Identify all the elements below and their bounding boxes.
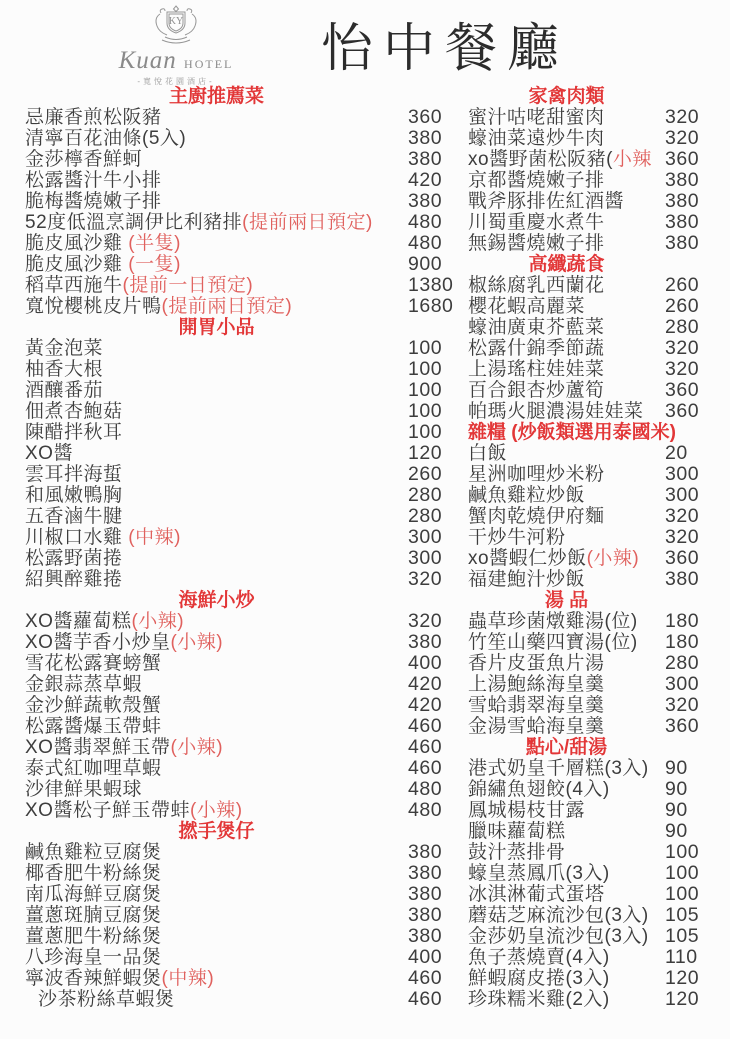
item-name: 蟲草珍菌燉雞湯(位) (468, 611, 638, 632)
menu-item-row (468, 485, 726, 506)
item-price: 380 (665, 211, 700, 233)
item-name: 脆梅醬燒嫩子排 (25, 191, 162, 212)
hotel-brand-script: Kuan (118, 47, 177, 74)
item-price: 90 (665, 820, 688, 842)
item-name: 雲耳拌海蜇 (25, 464, 123, 485)
item-name: 干炒牛河粉 (468, 527, 566, 548)
item-price: 300 (408, 526, 443, 548)
menu-item-row (25, 170, 468, 191)
item-note: (小辣) (586, 548, 640, 569)
item-price: 380 (665, 232, 700, 254)
menu-item-row (25, 737, 468, 758)
item-price: 380 (408, 862, 443, 884)
item-name: 松露什錦季節蔬 (468, 338, 605, 359)
menu-item-row (468, 527, 726, 548)
item-name: xo醬野菌松阪豬(小辣 (468, 149, 652, 170)
item-price: 360 (665, 715, 700, 737)
item-price: 360 (665, 379, 700, 401)
item-name: 寬悅櫻桃皮片鴨(提前兩日預定) (25, 296, 293, 317)
item-note: (小辣) (170, 632, 224, 653)
item-price: 380 (408, 148, 443, 170)
item-price: 280 (665, 652, 700, 674)
item-price: 100 (408, 337, 443, 359)
menu-item-row (468, 191, 726, 212)
item-price: 320 (665, 127, 700, 149)
menu-item-row (468, 506, 726, 527)
item-name: 清寧百花油條(5入) (25, 128, 187, 149)
section-header: 開胃小品 (178, 317, 255, 338)
item-name: 金沙鮮蔬軟殼蟹 (25, 695, 162, 716)
item-name: 稻草西施牛(提前一日預定) (25, 275, 254, 296)
item-price: 300 (665, 673, 700, 695)
section-header: 點心/甜湯 (525, 737, 608, 758)
item-price: 300 (408, 547, 443, 569)
item-note: (小辣) (131, 611, 185, 632)
item-price: 100 (408, 400, 443, 422)
menu-item-row (468, 317, 726, 338)
item-price: 320 (665, 106, 700, 128)
menu-item-row (468, 779, 726, 800)
page-title: 怡中餐廳 (320, 20, 569, 78)
item-name: 魚子蒸燒賣(4入) (468, 947, 610, 968)
item-price: 260 (408, 463, 443, 485)
item-price: 100 (665, 883, 700, 905)
item-note: (小辣) (189, 800, 243, 821)
item-name: 松露野菌捲 (25, 548, 123, 569)
item-note: (中辣) (161, 968, 215, 989)
item-name: 蘑菇芝麻流沙包(3入) (468, 905, 649, 926)
menu-column-left (25, 86, 468, 1010)
menu (25, 86, 726, 1010)
item-price: 480 (408, 211, 443, 233)
menu-item-row (468, 884, 726, 905)
menu-item-row (25, 905, 468, 926)
menu-item-row (25, 968, 468, 989)
item-price: 260 (665, 295, 700, 317)
menu-item-row (468, 821, 726, 842)
item-name: 竹笙山藥四寶湯(位) (468, 632, 638, 653)
item-note: (提前兩日預定) (242, 212, 373, 233)
menu-item-row (25, 653, 468, 674)
menu-item-row (25, 611, 468, 632)
section-header: 主廚推薦菜 (168, 86, 264, 107)
item-price: 460 (408, 757, 443, 779)
menu-item-row (468, 569, 726, 590)
menu-item-row (25, 527, 468, 548)
item-name: 雪蛤翡翠海皇羹 (468, 695, 605, 716)
item-name: 蠔油廣東芥藍菜 (468, 317, 605, 338)
item-name: XO醬 (25, 443, 73, 464)
menu-item-row (25, 989, 468, 1010)
item-price: 100 (408, 358, 443, 380)
menu-item-row (25, 863, 468, 884)
item-name: 脆皮風沙雞 (一隻) (25, 254, 181, 275)
menu-item-row (468, 758, 726, 779)
menu-item-row (468, 128, 726, 149)
item-price: 360 (665, 400, 700, 422)
item-price: 120 (665, 967, 700, 989)
item-name: 金莎奶皇流沙包(3入) (468, 926, 649, 947)
item-name: 松露醬爆玉帶蚌 (25, 716, 162, 737)
menu-column-right (468, 86, 726, 1010)
item-name: 川蜀重慶水煮牛 (468, 212, 605, 233)
item-name: 上湯鮑絲海皇羹 (468, 674, 605, 695)
item-name: 珍珠糯米雞(2入) (468, 989, 610, 1010)
menu-item-row (468, 275, 726, 296)
item-price: 105 (665, 904, 700, 926)
menu-item-row (468, 842, 726, 863)
item-price: 100 (408, 379, 443, 401)
menu-item-row (468, 401, 726, 422)
menu-item-row (25, 254, 468, 275)
item-price: 320 (665, 505, 700, 527)
item-price: 120 (408, 442, 443, 464)
item-name: XO醬松子鮮玉帶蚌(小辣) (25, 800, 243, 821)
item-price: 360 (665, 547, 700, 569)
item-name: 蜜汁咕咾甜蜜肉 (468, 107, 605, 128)
section-header: 家禽肉類 (528, 86, 605, 107)
item-name: xo醬蝦仁炒飯(小辣) (468, 548, 640, 569)
item-name: 港式奶皇千層糕(3入) (468, 758, 649, 779)
item-price: 380 (408, 841, 443, 863)
menu-item-row (468, 800, 726, 821)
item-name: 錦繡魚翅餃(4入) (468, 779, 610, 800)
item-name: 櫻花蝦高麗菜 (468, 296, 586, 317)
item-price: 400 (408, 652, 443, 674)
section-header: 海鮮小炒 (178, 590, 255, 611)
menu-item-row (468, 107, 726, 128)
menu-item-row (468, 695, 726, 716)
item-price: 480 (408, 778, 443, 800)
item-price: 180 (665, 631, 700, 653)
menu-item-row (468, 653, 726, 674)
item-price: 90 (665, 757, 688, 779)
item-price: 100 (408, 421, 443, 443)
item-name: 薑蔥斑腩豆腐煲 (25, 905, 162, 926)
item-price: 460 (408, 988, 443, 1010)
item-name: XO醬翡翠鮮玉帶(小辣) (25, 737, 224, 758)
item-name: 金莎檸香鮮蚵 (25, 149, 143, 170)
menu-item-row (468, 170, 726, 191)
item-price: 105 (665, 925, 700, 947)
menu-item-row (25, 359, 468, 380)
menu-item-row (468, 611, 726, 632)
item-name: 川椒口水雞 (中辣) (25, 527, 181, 548)
item-name: 百合銀杏炒蘆筍 (468, 380, 605, 401)
menu-item-row (468, 548, 726, 569)
menu-item-row (25, 338, 468, 359)
item-price: 380 (408, 925, 443, 947)
menu-item-row (468, 380, 726, 401)
menu-item-row (25, 296, 468, 317)
item-price: 100 (665, 862, 700, 884)
item-price: 460 (408, 715, 443, 737)
item-price: 260 (665, 274, 700, 296)
section-header: 雜糧 (炒飯類選用泰國米) (468, 422, 676, 443)
menu-item-row (25, 107, 468, 128)
item-name: 泰式紅咖哩草蝦 (25, 758, 162, 779)
menu-item-row (25, 191, 468, 212)
item-name: 金銀蒜蒸草蝦 (25, 674, 143, 695)
item-price: 380 (665, 190, 700, 212)
item-price: 320 (408, 568, 443, 590)
item-name: 鹹魚雞粒豆腐煲 (25, 842, 162, 863)
item-name: 黃金泡菜 (25, 338, 104, 359)
item-price: 280 (408, 505, 443, 527)
item-price: 380 (665, 568, 700, 590)
menu-item-row (25, 506, 468, 527)
item-price: 320 (665, 337, 700, 359)
section-header: 湯 品 (544, 590, 589, 611)
item-note: (半隻) (128, 233, 181, 254)
menu-item-row (25, 758, 468, 779)
menu-item-row (468, 443, 726, 464)
item-price: 280 (665, 316, 700, 338)
menu-item-row (468, 863, 726, 884)
item-name: XO醬蘿蔔糕(小辣) (25, 611, 185, 632)
hotel-subtitle: -寬悅花園酒店- (137, 77, 215, 86)
item-price: 400 (408, 946, 443, 968)
item-name: 薑蔥肥牛粉絲煲 (25, 926, 162, 947)
menu-item-row (468, 212, 726, 233)
item-name: 鼓汁蒸排骨 (468, 842, 566, 863)
section-header: 高纖蔬食 (528, 254, 605, 275)
menu-item-row (468, 926, 726, 947)
menu-item-row (25, 275, 468, 296)
item-price: 300 (665, 463, 700, 485)
item-name: 無錫醬燒嫩子排 (468, 233, 605, 254)
menu-item-row (25, 443, 468, 464)
item-name: 鹹魚雞粒炒飯 (468, 485, 586, 506)
menu-item-row (468, 947, 726, 968)
item-name: 蠔油菜遠炒牛肉 (468, 128, 605, 149)
item-name: 沙律鮮果蝦球 (25, 779, 143, 800)
item-price: 420 (408, 673, 443, 695)
item-price: 300 (665, 484, 700, 506)
menu-item-row (25, 674, 468, 695)
item-note: (提前一日預定) (122, 275, 254, 296)
item-price: 420 (408, 169, 443, 191)
menu-item-row (25, 569, 468, 590)
item-price: 320 (665, 526, 700, 548)
item-name: 金湯雪蛤海皇羹 (468, 716, 605, 737)
item-name: 沙茶粉絲草蝦煲 (38, 989, 175, 1010)
item-name: 南瓜海鮮豆腐煲 (25, 884, 162, 905)
item-price: 380 (408, 631, 443, 653)
item-price: 120 (665, 988, 700, 1010)
item-name: 柚香大根 (25, 359, 104, 380)
menu-item-row (468, 632, 726, 653)
menu-item-row (25, 548, 468, 569)
item-price: 1380 (408, 274, 454, 296)
menu-item-row (25, 233, 468, 254)
menu-item-row (25, 779, 468, 800)
item-price: 460 (408, 967, 443, 989)
item-price: 180 (665, 610, 700, 632)
svg-text:KY: KY (168, 16, 184, 27)
menu-item-row (25, 716, 468, 737)
item-name: 寧波香辣鮮蝦煲(中辣) (25, 968, 215, 989)
menu-item-row (468, 674, 726, 695)
hotel-brand-suffix: HOTEL (184, 57, 234, 71)
menu-item-row (25, 149, 468, 170)
item-name: 和風嫩鴨胸 (25, 485, 123, 506)
item-name: 臘味蘿蔔糕 (468, 821, 566, 842)
item-note: (提前兩日預定) (161, 296, 293, 317)
item-name: 椰香肥牛粉絲煲 (25, 863, 162, 884)
item-price: 320 (408, 610, 443, 632)
menu-item-row (25, 422, 468, 443)
item-price: 110 (665, 946, 698, 968)
item-name: 八珍海皇一品煲 (25, 947, 162, 968)
item-name: 蠔皇蒸鳳爪(3入) (468, 863, 610, 884)
menu-item-row (25, 842, 468, 863)
menu-item-row (25, 464, 468, 485)
item-price: 460 (408, 736, 443, 758)
item-price: 90 (665, 799, 688, 821)
menu-item-row (468, 296, 726, 317)
menu-item-row (25, 695, 468, 716)
item-name: 酒釀番茄 (25, 380, 104, 401)
item-price: 380 (408, 127, 443, 149)
menu-item-row (468, 233, 726, 254)
item-name: 松露醬汁牛小排 (25, 170, 162, 191)
item-name: 脆皮風沙雞 (半隻) (25, 233, 181, 254)
section-header: 撚手煲仔 (178, 821, 255, 842)
item-price: 380 (408, 190, 443, 212)
item-name: 白飯 (468, 443, 508, 464)
item-name: 佃煮杏鮑菇 (25, 401, 123, 422)
item-price: 380 (408, 904, 443, 926)
item-name: 忌廉香煎松阪豬 (25, 107, 162, 128)
item-name: 鳳城楊枝甘露 (468, 800, 586, 821)
menu-item-row (25, 212, 468, 233)
item-name: 蟹肉乾燒伊府麵 (468, 506, 605, 527)
item-note: (小辣) (170, 737, 224, 758)
item-price: 380 (408, 883, 443, 905)
item-name: 冰淇淋葡式蛋塔 (468, 884, 605, 905)
item-name: 香片皮蛋魚片湯 (468, 653, 605, 674)
item-name: 52度低溫烹調伊比利豬排(提前兩日預定) (25, 212, 373, 233)
item-name: 五香滷牛腱 (25, 506, 123, 527)
item-price: 280 (408, 484, 443, 506)
item-price: 900 (408, 253, 443, 275)
item-name: 紹興醉雞捲 (25, 569, 123, 590)
item-name: 戰斧豚排佐紅酒醬 (468, 191, 625, 212)
item-price: 480 (408, 799, 443, 821)
item-price: 420 (408, 694, 443, 716)
item-price: 360 (408, 106, 443, 128)
item-price: 1680 (408, 295, 454, 317)
item-price: 20 (665, 442, 688, 464)
menu-item-row (468, 905, 726, 926)
menu-item-row (468, 149, 726, 170)
item-name: 福建鮑汁炒飯 (468, 569, 586, 590)
menu-item-row (468, 338, 726, 359)
item-price: 320 (665, 694, 700, 716)
item-name: 京都醬燒嫩子排 (468, 170, 605, 191)
item-note: 小辣 (612, 149, 652, 170)
item-name: 陳醋拌秋耳 (25, 422, 123, 443)
item-name: 椒絲腐乳西蘭花 (468, 275, 605, 296)
menu-item-row (468, 464, 726, 485)
menu-item-row (468, 716, 726, 737)
item-name: 帕瑪火腿濃湯娃娃菜 (468, 401, 644, 422)
item-price: 320 (665, 358, 700, 380)
item-price: 380 (665, 169, 700, 191)
menu-item-row (25, 926, 468, 947)
item-price: 360 (665, 148, 700, 170)
item-note: (一隻) (128, 254, 181, 275)
item-name: 鮮蝦腐皮捲(3入) (468, 968, 610, 989)
menu-item-row (468, 968, 726, 989)
menu-item-row (25, 401, 468, 422)
menu-item-row (25, 947, 468, 968)
item-note: (中辣) (128, 527, 181, 548)
item-price: 480 (408, 232, 443, 254)
menu-item-row (25, 800, 468, 821)
menu-item-row (25, 128, 468, 149)
menu-item-row (25, 380, 468, 401)
menu-item-row (25, 485, 468, 506)
menu-item-row (468, 989, 726, 1010)
menu-item-row (25, 632, 468, 653)
item-price: 100 (665, 841, 700, 863)
item-name: XO醬芋香小炒皇(小辣) (25, 632, 224, 653)
item-name: 雪花松露賽螃蟹 (25, 653, 162, 674)
menu-item-row (468, 359, 726, 380)
menu-item-row (25, 884, 468, 905)
item-name: 上湯瑤柱娃娃菜 (468, 359, 605, 380)
item-name: 星洲咖哩炒米粉 (468, 464, 605, 485)
item-price: 90 (665, 778, 688, 800)
